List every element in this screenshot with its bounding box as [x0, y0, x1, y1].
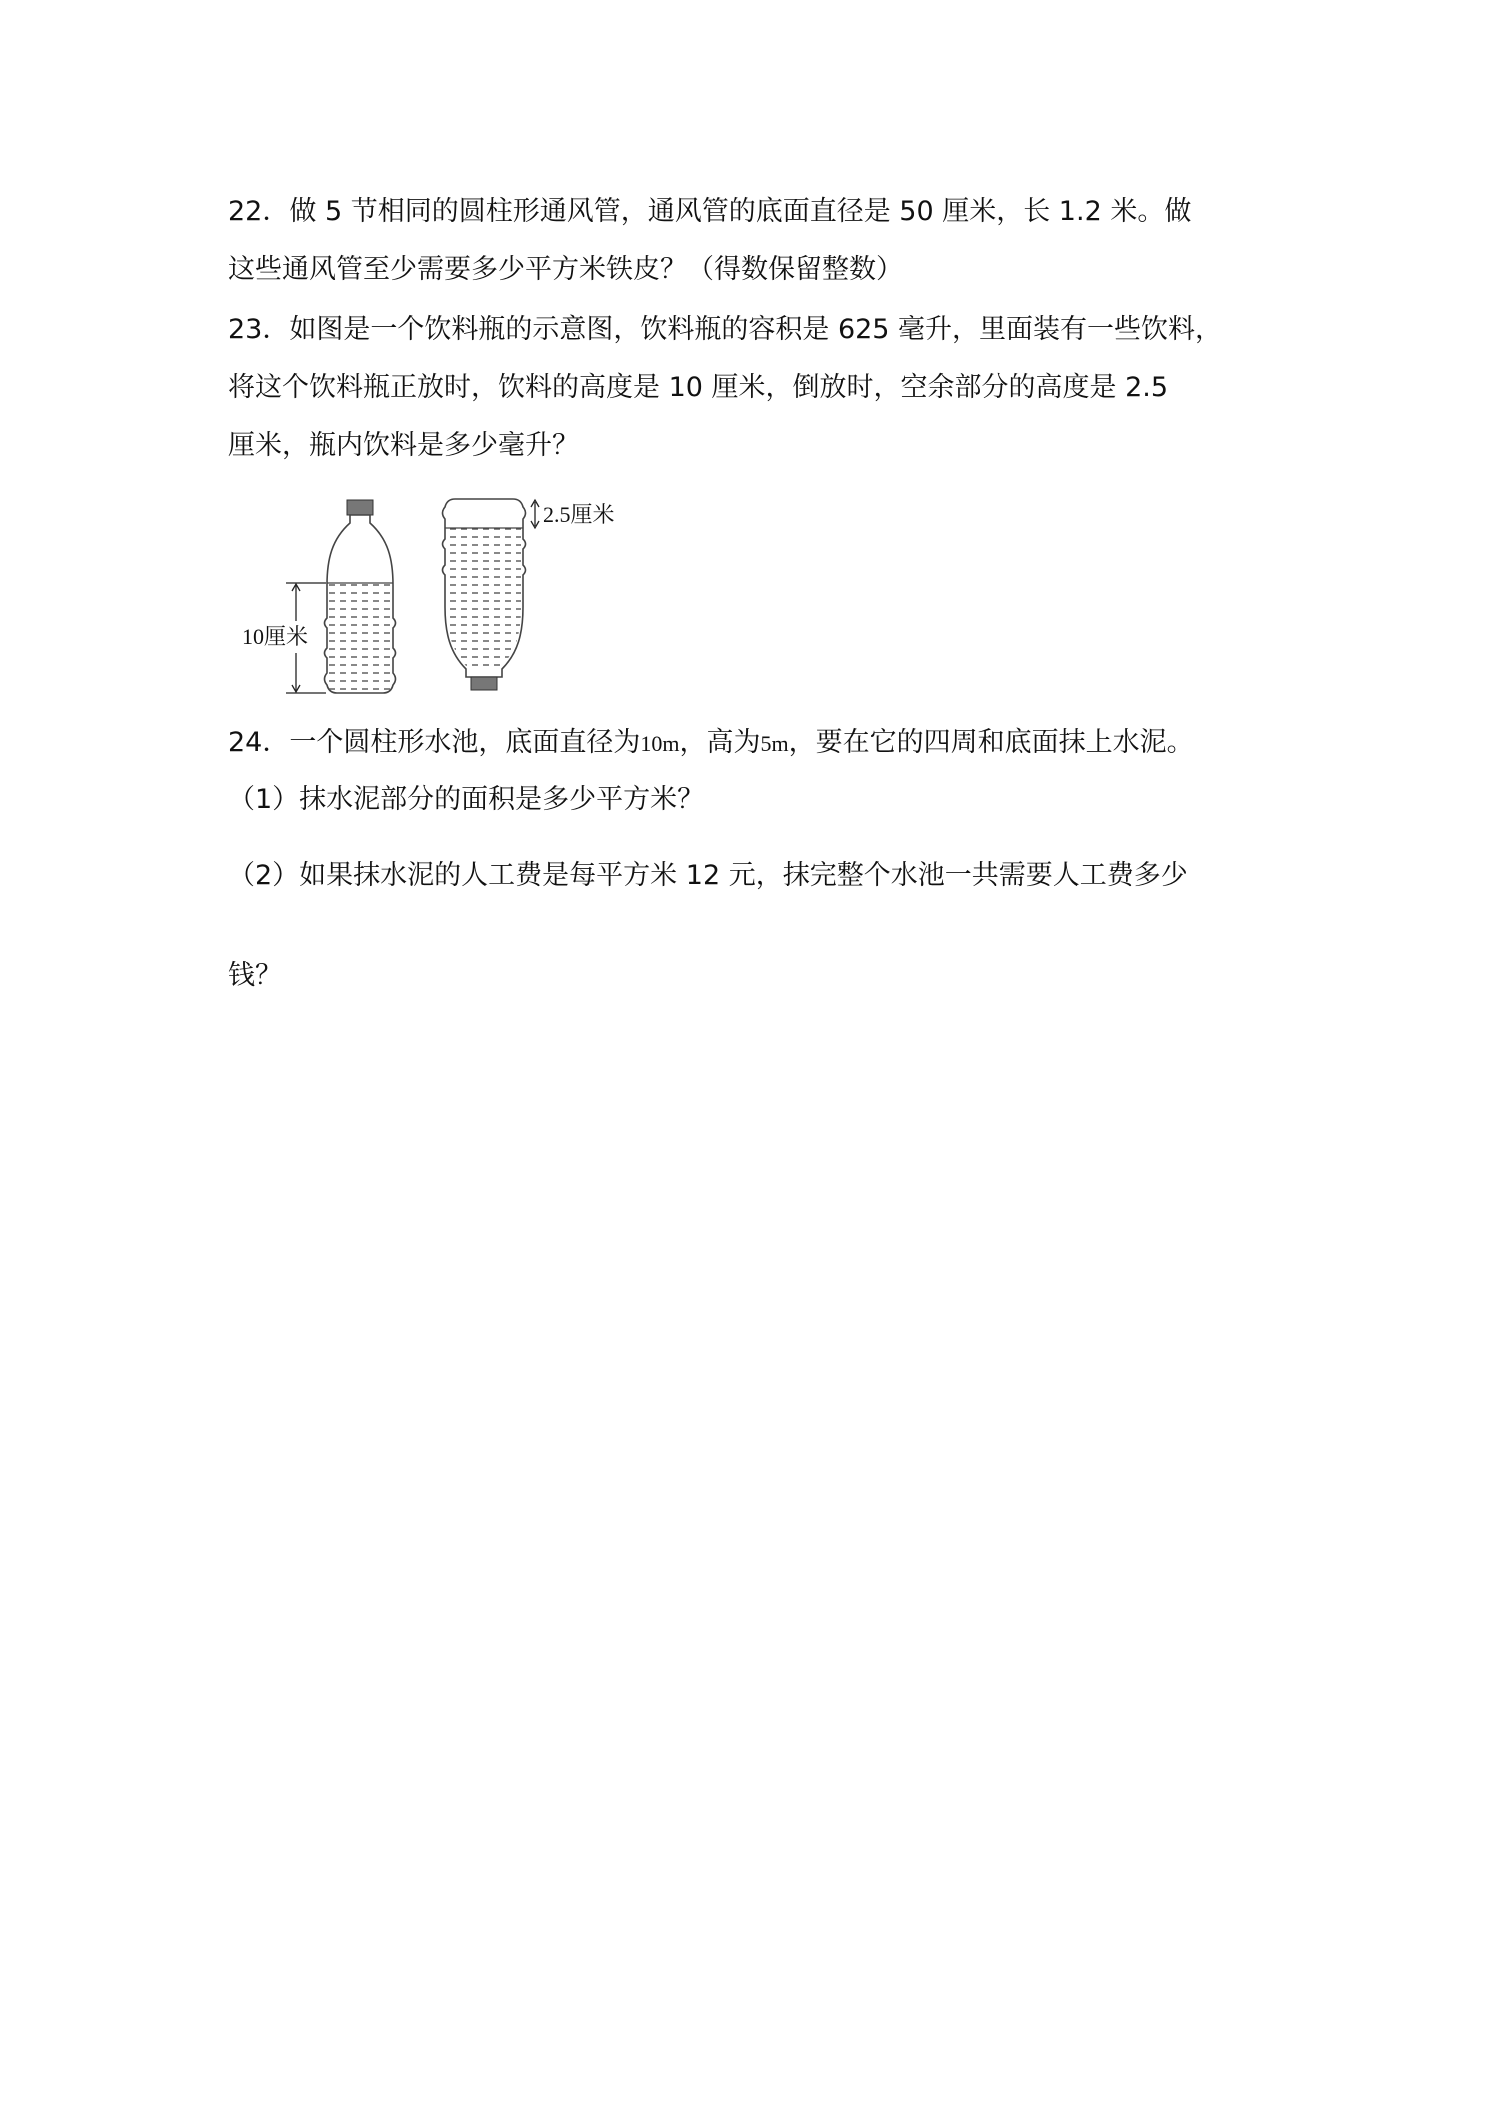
q24-stem-b: ，高为 — [679, 727, 761, 758]
upright-liquid — [329, 583, 391, 691]
upright-height-label: 10厘米 — [242, 624, 309, 649]
upright-bottle — [242, 500, 396, 693]
q23-line-1: 23．如图是一个饮料瓶的示意图，饮料瓶的容积是 625 毫升，里面装有一些饮料， — [228, 314, 1223, 345]
q24-diameter: 10m — [640, 731, 680, 756]
q23-line-2: 将这个饮料瓶正放时，饮料的高度是 10 厘米，倒放时，空余部分的高度是 2.5 — [228, 372, 1169, 403]
q22-line-1: 22．做 5 节相同的圆柱形通风管，通风管的底面直径是 50 厘米，长 1.2 米。做 — [228, 196, 1192, 227]
q24-part-2: （2）如果抹水泥的人工费是每平方米 12 元，抹完整个水池一共需要人工费多少 — [228, 860, 1188, 891]
q22-line-2: 这些通风管至少需要多少平方米铁皮？（得数保留整数） — [228, 254, 903, 285]
q24-stem-c: ，要在它的四周和底面抹上水泥。 — [788, 727, 1194, 758]
inverted-bottle — [443, 499, 615, 690]
upright-cap — [347, 500, 373, 515]
inverted-liquid — [447, 528, 521, 667]
bottle-figure — [240, 493, 650, 699]
q24-part-1: （1）抹水泥部分的面积是多少平方米？ — [228, 784, 705, 815]
q24-stem — [228, 723, 1194, 764]
q24-part-2-end: 钱？ — [228, 960, 282, 991]
q24-stem-a: 24．一个圆柱形水池，底面直径为 — [228, 727, 641, 758]
q23-line-3: 厘米，瓶内饮料是多少毫升？ — [228, 430, 579, 461]
inverted-cap — [471, 677, 497, 690]
inverted-height-label: 2.5厘米 — [543, 502, 615, 527]
q24-height: 5m — [760, 731, 789, 756]
